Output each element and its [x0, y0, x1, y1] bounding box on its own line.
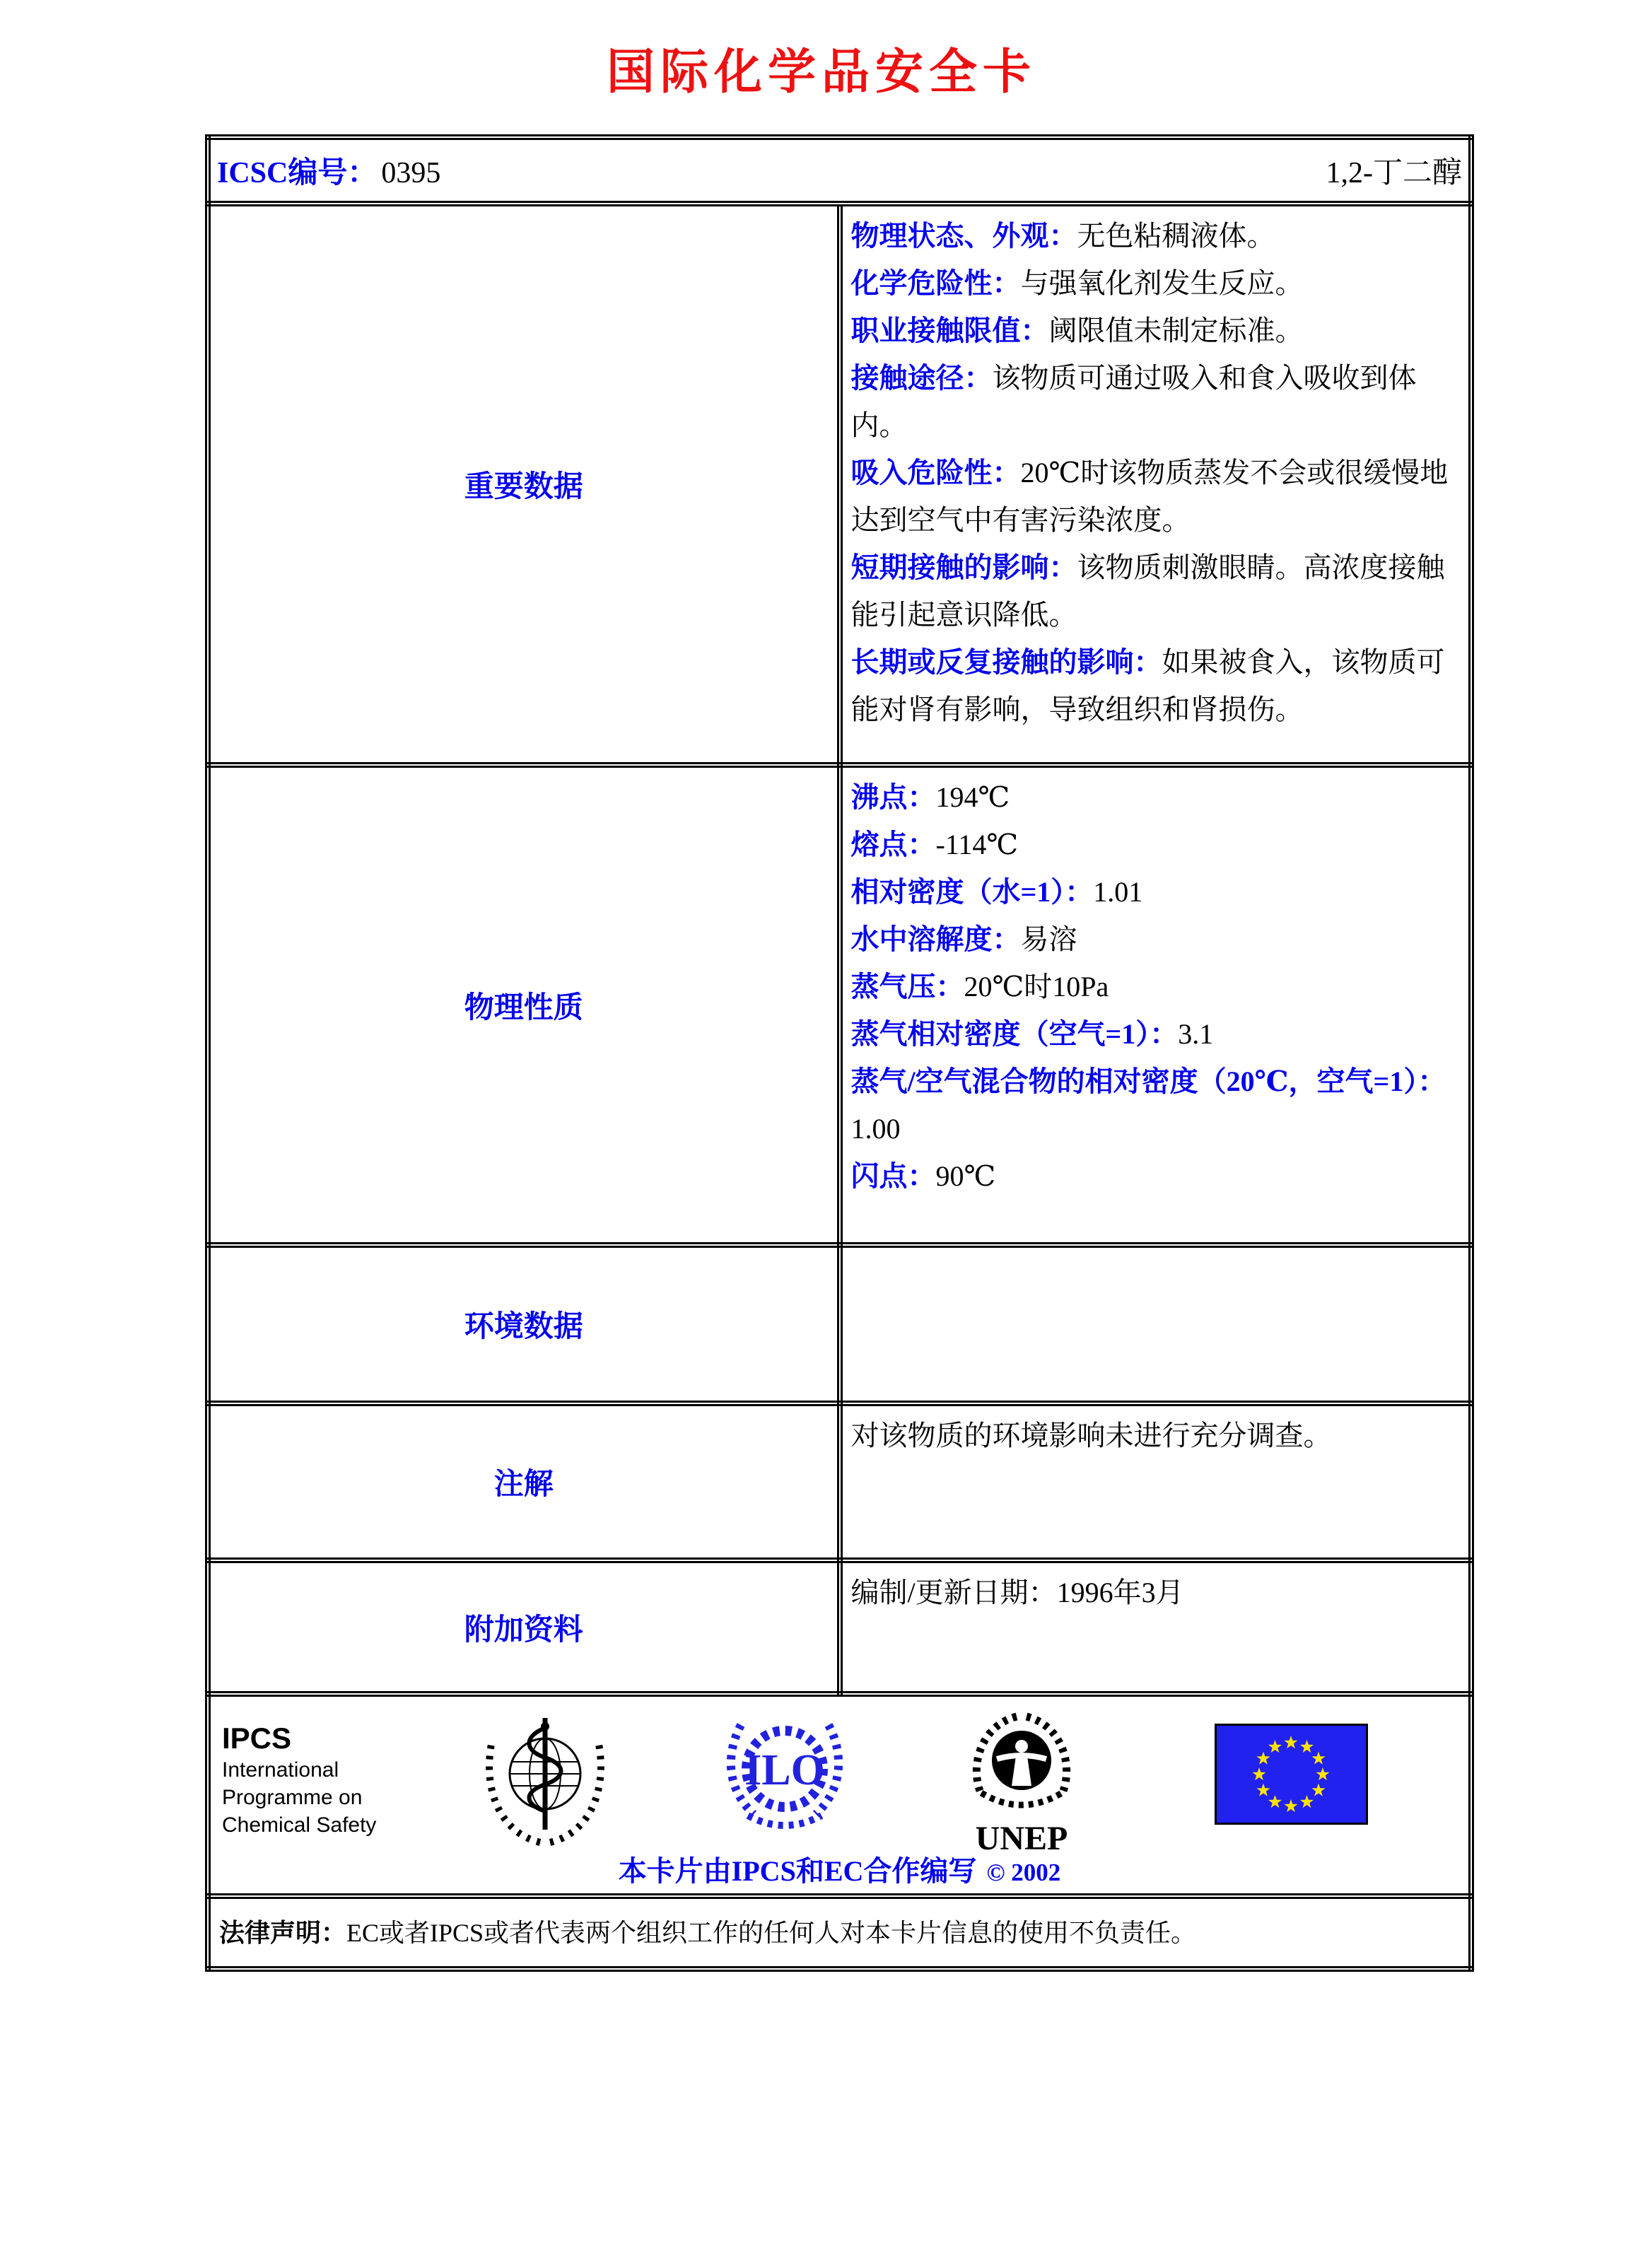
unep-logo-text: UNEP [975, 1820, 1068, 1854]
icsc-number-label: ICSC编号： [217, 157, 378, 189]
ipcs-text-block [222, 1721, 376, 1839]
field-line [851, 1152, 1461, 1200]
section-label-notes: 注解 [208, 1403, 840, 1560]
ipcs-subtitle-line: International [222, 1758, 339, 1782]
field-line [851, 259, 1461, 307]
section-label-physical: 物理性质 [208, 765, 840, 1245]
field-value: 1.01 [1093, 876, 1143, 908]
field-line [851, 1058, 1461, 1152]
field-label: 吸入危险性： [850, 457, 1021, 489]
notes-content [840, 1403, 1472, 1560]
field-value: 194℃ [935, 781, 1010, 813]
footer-credit [211, 1849, 1468, 1889]
field-label: 长期或反复接触的影响： [850, 646, 1162, 678]
field-line [851, 916, 1461, 963]
notes-row [208, 1403, 1471, 1560]
field-line [851, 212, 1461, 259]
field-label: 闪点： [850, 1160, 936, 1192]
footer-credit-text: 本卡片由IPCS和EC合作编写 [618, 1855, 977, 1887]
header-row [208, 137, 1471, 204]
environmental-data-content [840, 1245, 1472, 1403]
ilo-logo-icon [720, 1715, 850, 1834]
important-data-content [840, 204, 1472, 765]
field-line [851, 449, 1461, 544]
field-label: 沸点： [850, 781, 936, 813]
field-value: 如果被食入，该物质可能对肾有影响，导致组织和肾损伤。 [850, 646, 1445, 725]
field-value: 阈限值未制定标准。 [1048, 315, 1304, 346]
section-label-environment: 环境数据 [208, 1245, 840, 1403]
eu-flag-icon [1215, 1724, 1368, 1825]
field-line [851, 1010, 1461, 1058]
field-value: 该物质刺激眼睛。高浓度接触能引起意识降低。 [850, 551, 1445, 631]
footer-row [208, 1694, 1471, 1896]
field-value: 20℃时该物质蒸发不会或很缓慢地达到空气中有害污染浓度。 [850, 457, 1449, 536]
field-line [851, 638, 1461, 733]
footer-logos-area [211, 1697, 1468, 1893]
additional-info-row [208, 1560, 1471, 1694]
important-data-row [208, 204, 1471, 765]
ipcs-title: IPCS [222, 1722, 292, 1755]
field-line [851, 354, 1461, 449]
chemical-name: 1,2-丁二醇 [1326, 157, 1462, 189]
field-line [851, 963, 1461, 1010]
field-value: 1.00 [850, 1113, 901, 1145]
field-value: 与强氧化剂发生反应。 [1020, 267, 1304, 299]
unep-logo-icon [961, 1709, 1082, 1854]
field-value: 90℃ [935, 1160, 996, 1192]
ilo-logo-text: ILO [744, 1746, 825, 1794]
field-label: 相对密度（水=1）： [850, 876, 1094, 908]
field-value: 无色粘稠液体。 [1077, 220, 1275, 252]
field-line [851, 307, 1461, 354]
field-line [851, 773, 1461, 821]
legal-text: EC或者IPCS或者代表两个组织工作的任何人对本卡片信息的使用不负责任。 [346, 1918, 1197, 1947]
field-value: -114℃ [935, 829, 1019, 860]
footer-copyright: © 2002 [986, 1859, 1061, 1886]
additional-info-text: 编制/更新日期：1996年3月 [850, 1577, 1184, 1608]
ipcs-subtitle-line: Programme on [222, 1786, 363, 1809]
field-label: 熔点： [850, 829, 936, 860]
field-label: 职业接触限值： [850, 315, 1049, 346]
ipcs-subtitle-line: Chemical Safety [222, 1813, 377, 1837]
legal-row [208, 1896, 1471, 1969]
environmental-data-row [208, 1245, 1471, 1403]
physical-properties-content [840, 765, 1472, 1245]
field-label: 短期接触的影响： [850, 551, 1077, 583]
field-line [851, 544, 1461, 638]
field-value: 20℃时10Pa [964, 971, 1109, 1003]
field-value: 该物质可通过吸入和食入吸收到体内。 [850, 362, 1417, 441]
notes-text: 对该物质的环境影响未进行充分调查。 [850, 1420, 1332, 1451]
icsc-number-field [217, 149, 440, 192]
section-label-additional: 附加资料 [208, 1560, 840, 1694]
icsc-number-value: 0395 [381, 157, 441, 189]
physical-properties-row [208, 765, 1471, 1245]
safety-card-table [205, 134, 1474, 1972]
additional-info-content [840, 1560, 1472, 1694]
field-label: 蒸气压： [850, 971, 964, 1003]
field-label: 水中溶解度： [850, 923, 1021, 955]
field-label: 蒸气相对密度（空气=1）： [850, 1018, 1179, 1050]
field-label: 接触途径： [850, 362, 993, 394]
field-line [851, 821, 1461, 868]
section-label-important: 重要数据 [208, 204, 840, 765]
field-line [851, 868, 1461, 916]
field-value: 易溶 [1020, 923, 1077, 955]
field-label: 物理状态、外观： [850, 220, 1077, 252]
field-label: 化学危险性： [850, 267, 1021, 299]
field-value: 3.1 [1178, 1018, 1214, 1050]
who-logo-icon [478, 1707, 612, 1848]
page-title: 国际化学品安全卡 [606, 45, 1036, 99]
field-label: 蒸气/空气混合物的相对密度（20℃，空气=1）： [850, 1065, 1446, 1097]
legal-label: 法律声明： [219, 1918, 347, 1947]
